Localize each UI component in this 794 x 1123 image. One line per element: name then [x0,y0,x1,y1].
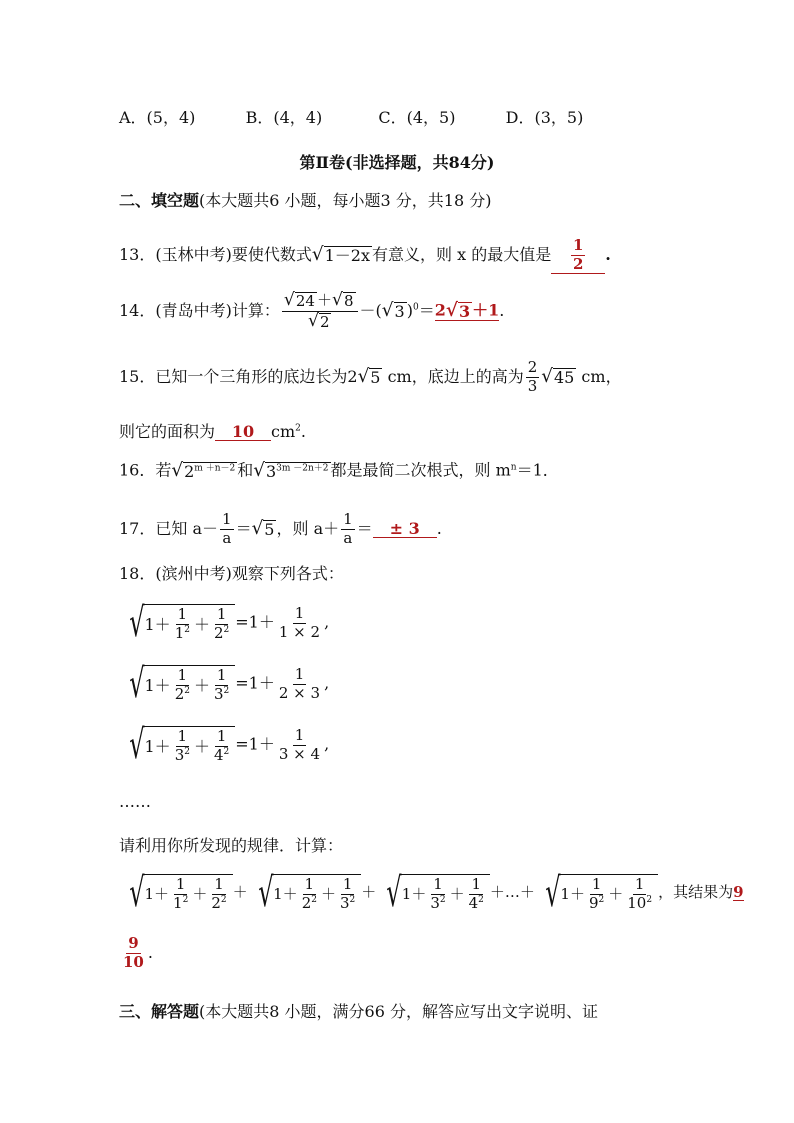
q15-text1: 已知一个三角形的底边长为 [155,366,348,386]
q18-answer-int: 9 [733,883,744,901]
question-13 [119,238,611,274]
q13-ans-den: 2 [572,254,584,273]
q18-source: (滨州中考) [155,564,232,583]
q13-ans-num: 1 [572,236,584,254]
q16-post: 都是最简二次根式，则 m [330,460,511,480]
q15-unit1: cm，底边上的高为 [382,366,524,386]
q15-unit2: cm， [576,366,622,386]
option-c: C．(4，5) [378,108,456,127]
q17-pre: 已知 a－ [155,518,219,538]
fill-header-note: (本大题共6 小题，每小题3 分，共18 分) [199,191,492,210]
q15-number: 15． [119,366,156,386]
q14-fraction: √ 24 ＋ √ 8 √ 2 [282,292,358,331]
q15-unit3: cm [271,422,296,441]
q17-frac2 [341,512,355,547]
q15-h-den: 3 [527,376,538,395]
option-b: B．(4，4) [245,108,323,127]
q17-f2-den: a [343,528,353,547]
q14-rad-a: 24 [295,292,315,310]
q18-row3-c: 3 × 4 [278,744,321,763]
question-16: 16．若 √ $2^{m +n-2}$ 和 √ $3^{3m -2n+2}$ 都是最简二次根式，则 $m^n=1$． [119,460,559,481]
question-15-line2 [119,424,306,441]
q18-row-3: √ 1＋ $\frac{1}{3^2}$ ＋ $\frac{1}{4^2}$ =1＋ $\frac{1}{3 \times 4}$ , [129,722,330,768]
q16-pre: 若 [155,460,172,480]
q18-result-text: ，其结果为 [658,883,734,901]
q15-answer: 10 [215,424,271,441]
section-title: 第Ⅱ卷(非选择题，共84分) [299,153,495,172]
q14-exp: 0 [412,302,419,313]
q16-mid: 和 [237,460,254,480]
question-14: 14．(青岛中考)计算： √ 24 ＋ √ 8 √ 2 －( √ 3 )$^0$＝2 √ 3 ＋1. [119,290,505,331]
q15-unit3-exp: 2 [295,423,301,434]
q17-end: . [436,518,442,538]
q14-ans-a: 2 [434,300,446,320]
q17-number: 17． [119,518,156,538]
section3-header [119,1004,598,1020]
q14-answer: 2 √ 3 ＋1 [434,300,500,322]
q16-base1: 2 [184,462,195,481]
q14-number: 14． [119,300,156,320]
q18-text: 观察下列各式： [231,564,344,583]
q18-row-1: √ 1＋ $\frac{1}{1^2}$ ＋ $\frac{1}{2^2}$ =1＋ $\frac{1}{1 \times 2}$ , [129,600,330,646]
q17-eq2: ＝ [356,518,373,538]
q18-ans-num: 9 [128,934,139,952]
q16-exp1: m ＋n－2 [194,463,236,474]
q13-end: . [605,244,611,264]
q18-answer-frac [121,936,146,971]
q17-answer: ± 3 [373,521,437,538]
q15-end: . [300,422,306,441]
option-d: D．(3，5) [505,108,584,127]
q14-text-pre: 计算： [231,300,280,320]
q14-source: (青岛中考) [155,300,232,320]
fill-header-label: 二、填空题 [119,191,200,210]
q15-h-num: 2 [527,358,538,376]
options-row [119,110,583,126]
q13-text-pre: 要使代数式 [231,244,312,264]
q17-f2-num: 1 [343,510,353,528]
q18-row2-a: 2 [174,685,185,703]
q17-eq: ＝ [235,518,252,538]
q18-row-2: √ 1＋ $\frac{1}{2^2}$ ＋ $\frac{1}{3^2}$ =1＋ $\frac{1}{2 \times 3}$ , [129,661,330,707]
q17-f-num: 1 [222,510,232,528]
q15-text2: 则它的面积为 [119,422,216,441]
q13-source: (玉林中考) [155,244,232,264]
q18-prompt: 请利用你所发现的规律．计算： [119,836,344,855]
q18-ans-den: 10 [123,952,144,971]
q14-rad-b: 8 [344,292,354,310]
q18-number: 18． [119,564,156,583]
q13-answer [571,238,585,273]
q15-base-rad: 5 [370,368,381,388]
q15-height-frac [526,360,540,395]
q13-radical: √ 1－2x [311,244,370,266]
q15-h-rad: 45 [553,368,575,388]
q16-exp2: 3m －2n＋2 [276,463,329,474]
question-15: 15．已知一个三角形的底边长为2 √ 5 cm，底边上的高为 $\frac{2}{3}$ √ 45 cm， [119,358,622,395]
q14-ans-b: ＋1 [472,300,500,320]
q17-f-den: a [222,528,232,547]
q17-rad: 5 [264,520,275,540]
q14-plus: ＋ [316,290,332,309]
q16-power: n [510,462,517,473]
q14-eq: ＝ [418,300,435,320]
q13-answer-blank [551,238,605,274]
q18-ellipsis: …… [119,792,151,811]
option-a: A．(5，4) [119,108,196,127]
q18-row1-c: 1 × 2 [278,622,321,641]
q15-base-coef: 2 [347,366,358,386]
q18-answer-frac-line [119,936,153,971]
q16-number: 16． [119,460,156,480]
q18-row3-b: 4 [213,746,224,764]
fill-header [119,193,491,209]
q14-minus: －( [359,300,382,320]
q18-row1-b: 2 [213,624,224,642]
q18-dots: ＋…＋ [489,883,535,901]
q13-text-post: 有意义，则 x 的最大值是 [372,244,552,264]
q18-row2-b: 3 [213,685,224,703]
question-18 [119,566,344,582]
q18-end: . [147,942,153,962]
q14-end: . [499,300,505,320]
q17-frac1 [220,512,234,547]
question-17: 17．已知 a－ $\frac{1}{a}$ ＝ √ 5 ，则 a＋ $\frac{1}{a}$ ＝ ± 3 . [119,510,442,547]
q18-row3-a: 3 [174,746,185,764]
q16-base2: 3 [265,462,277,481]
q18-sum: √ 1＋ $\frac{1}{1^2}$ ＋ $\frac{1}{2^2}$ ＋ √ 1＋ $\frac{1}{2^2}$ ＋ $\frac{1}{3^2}$ ＋ √ 1＋ $\frac{1}{3^2}$ ＋ $\frac{1}{4^2}$ ＋…＋ √ 1＋ $\frac{1}{9^2}$ ＋ $\frac{1}{10^2}$ ，其结果为9 [129,870,744,916]
q14-ans-rad: 3 [458,302,471,322]
q17-mid: ，则 a＋ [276,518,340,538]
q13-radicand: 1－2x [324,246,370,266]
q14-rad3: 3 [394,302,405,322]
q14-rad-den: 2 [319,312,330,331]
section3-note: (本大题共8 小题，满分66 分，解答应写出文字说明、证 [199,1002,598,1021]
section3-label: 三、解答题 [119,1002,200,1021]
q13-number: 13． [119,244,156,264]
q18-row1-a: 1 [174,624,185,642]
q16-ans-tail: ＝1． [516,460,559,480]
q18-row2-c: 2 × 3 [278,683,321,702]
